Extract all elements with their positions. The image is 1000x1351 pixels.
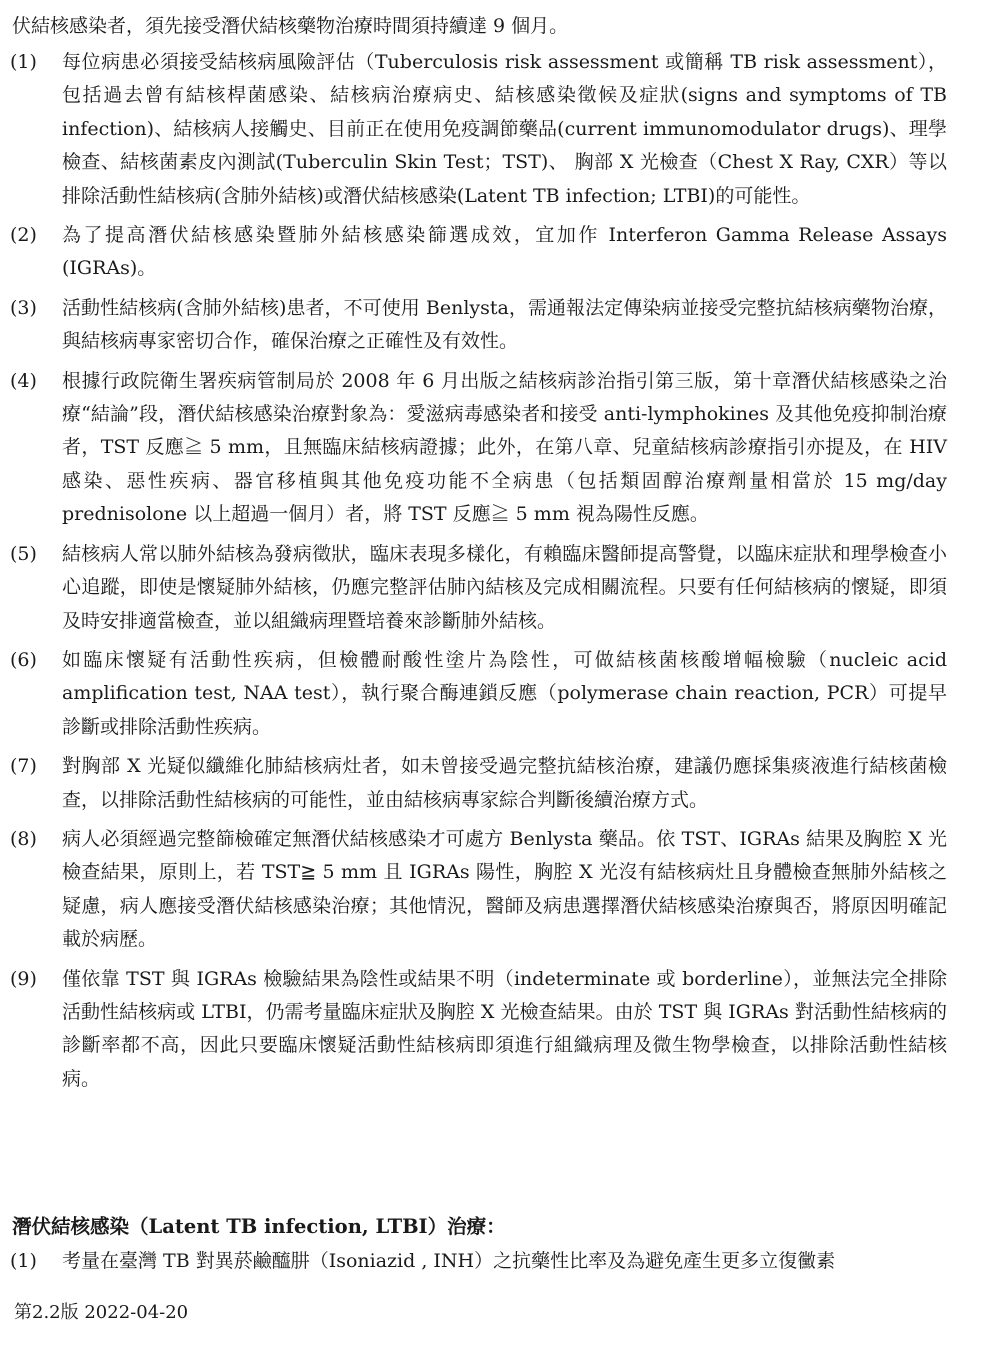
list-item-number: (5) [10,542,37,565]
list-item [0,963,1000,1097]
list-item-text: 病人必須經過完整篩檢確定無潛伏結核感染才可處方 Benlysta 藥品。依 TST、IGRAs 結果及胸腔 X 光檢查結果，原則上，若 TST≧ 5 mm 且 IGRAs 陽性，胸腔 X 光沒有結核病灶且身體檢查無肺外結核之疑慮，病人應接受潛伏結核感染治療；其他情況，醫師及病患選擇潛伏結核感染治療與否，將原因明確記載於病歷。 [62,827,947,951]
list-item [0,750,1000,817]
list-item-text: 僅依靠 TST 與 IGRAs 檢驗結果為陰性或結果不明（indeterminate 或 borderline），並無法完全排除活動性結核病或 LTBI，仍需考量臨床症狀及胸腔 X 光檢查結果。由於 TST 與 IGRAs 對活動性結核病的診斷率都不高，因此只要臨床懷疑活動性結核病即須進行組織病理及微生物學檢查，以排除活動性結核病。 [62,967,947,1090]
list-item [0,219,1000,286]
list-item [0,1246,1000,1276]
list-item [0,365,1000,532]
list-item-number: (8) [10,827,37,850]
list-item-number: (1) [10,51,37,73]
list-item-text: 根據行政院衛生署疾病管制局於 2008 年 6 月出版之結核病診治指引第三版，第十章潛伏結核感染之治療“結論”段，潛伏結核感染治療對象為：愛滋病毒感染者和接受 anti-lymphokines 及其他免疫抑制治療者，TST 反應≧ 5 mm，且無臨床結核病證據；此外，在第八章、兒童結核病診療指引亦提及，在 HIV 感染、惡性疾病、器官移植與其他免疫功能不全病患（包括類固醇治療劑量相當於 15 mg/day prednisolone 以上超過一個月）者，將 TST 反應≧ 5 mm 視為陽性反應。 [62,369,947,526]
list-item-text: 為了提高潛伏結核感染暨肺外結核感染篩選成效，宜加作 Interferon Gamma Release Assays (IGRAs)。 [62,224,947,280]
list-item-number: (7) [10,755,37,778]
list-item [0,292,1000,359]
list-item-number: (1) [10,1250,37,1272]
list-item [0,538,1000,638]
version-footer: 第2.2版 2022-04-20 [14,1302,189,1323]
list-item-number: (3) [10,296,37,319]
list-item-text: 如臨床懷疑有活動性疾病，但檢體耐酸性塗片為陰性，可做結核菌核酸增幅檢驗（nucleic acid amplification test, NAA test），執行聚合酶連鎖反應（polymerase chain reaction, PCR）可提早診斷或排除活動性疾病。 [62,648,947,738]
list-item-text: 結核病人常以肺外結核為發病徵狀，臨床表現多樣化，有賴臨床醫師提高警覺，以臨床症狀和理學檢查小心追蹤，即使是懷疑肺外結核，仍應完整評估肺內結核及完成相關流程。只要有任何結核病的懷疑，即須及時安排適當檢查，並以組織病理暨培養來診斷肺外結核。 [62,542,947,632]
section-heading: 潛伏結核感染（Latent TB infection, LTBI）治療： [12,1215,506,1238]
list-item-number: (4) [10,369,37,392]
list-item-text: 對胸部 X 光疑似纖維化肺結核病灶者，如未曾接受過完整抗結核治療，建議仍應採集痰液進行結核菌檢查，以排除活動性結核病的可能性，並由結核病專家綜合判斷後續治療方式。 [62,755,947,811]
list-item [0,823,1000,957]
numbered-list [0,46,1000,1102]
list-item-text: 活動性結核病(含肺外結核)患者，不可使用 Benlysta，需通報法定傳染病並接受完整抗結核病藥物治療，與結核病專家密切合作，確保治療之正確性及有效性。 [62,296,947,353]
list-item-text: 每位病患必須接受結核病風險評估（Tuberculosis risk assessment 或簡稱 TB risk assessment），包括過去曾有結核桿菌感染、結核病治療病史、結核感染徵候及症狀(signs and symptoms of TB infection)、結核病人接觸史、目前正在使用免疫調節藥品(current immunomodulator drugs)、理學檢查、結核菌素皮內測試(Tuberculin Skin Test；TST)、 胸部 X 光檢查（Chest X Ray, CXR）等以排除活動性結核病(含肺外結核)或潛伏結核感染(Latent TB infection; LTBI)的可能性。 [62,51,947,207]
list-item-number: (2) [10,224,37,247]
list-item-text: 考量在臺灣 TB 對異菸鹼醯肼（Isoniazid , INH）之抗藥性比率及為避免產生更多立復黴素 [62,1250,836,1272]
list-item-number: (6) [10,648,37,671]
list-item-number: (9) [10,967,37,990]
list-item [0,46,1000,213]
list-item [0,644,1000,744]
intro-paragraph: 伏結核感染者，須先接受潛伏結核藥物治療時間須持續達 9 個月。 [12,15,569,37]
